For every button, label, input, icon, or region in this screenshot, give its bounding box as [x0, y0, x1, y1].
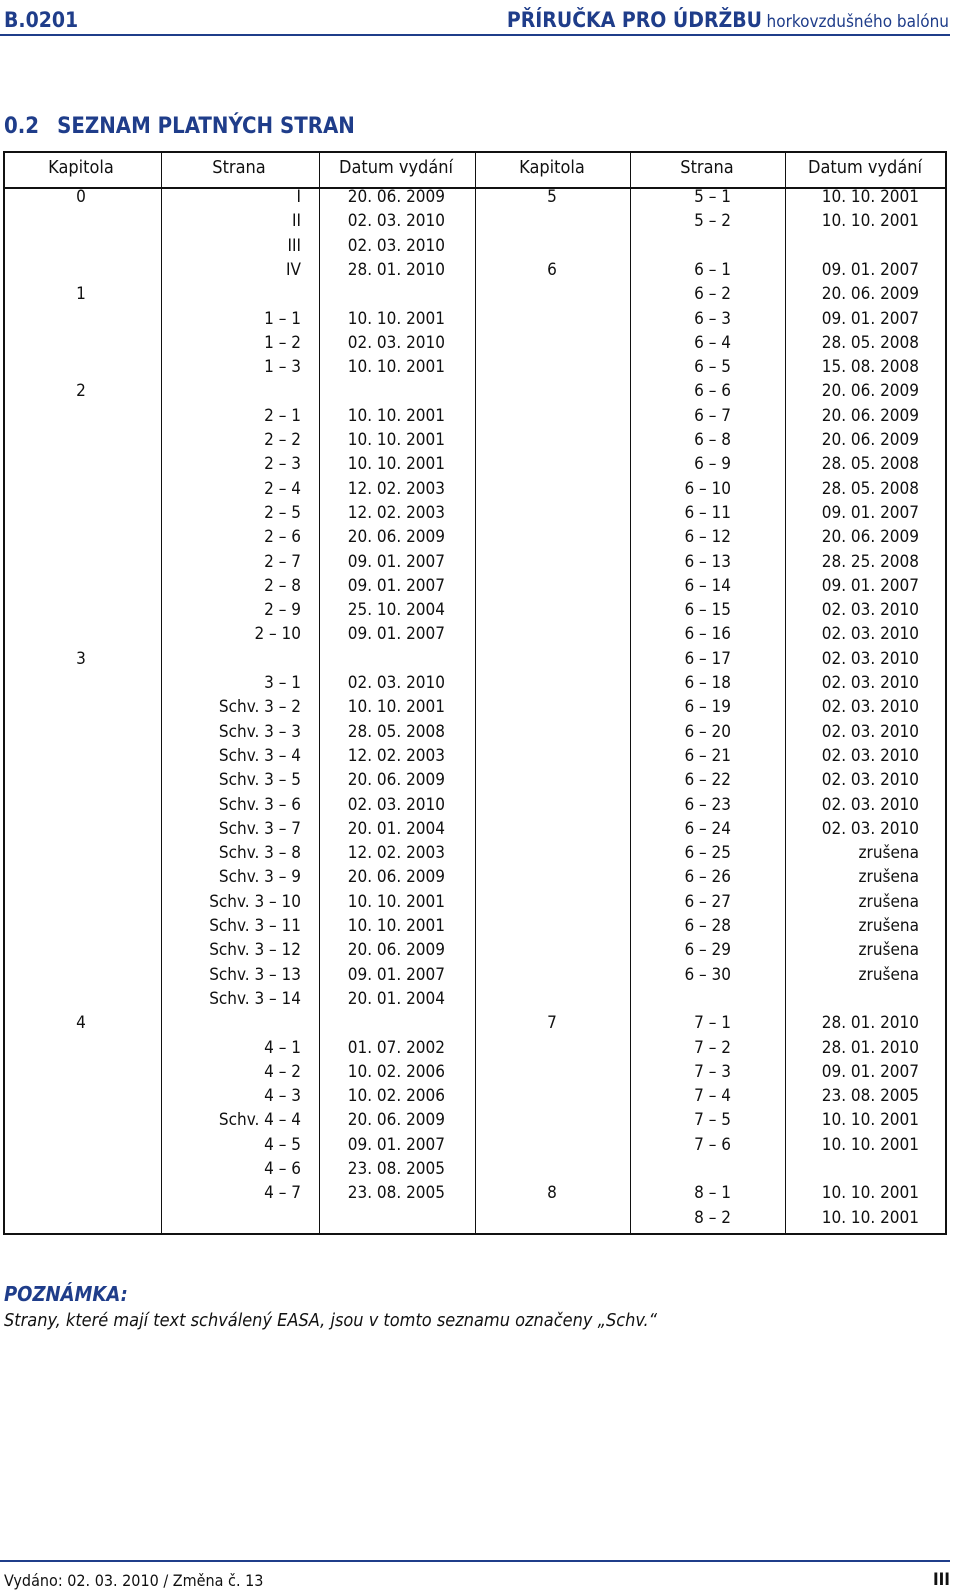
document-id: B.0201: [4, 8, 79, 32]
left-date-cell: 09. 01. 2007: [347, 575, 445, 596]
left-date-cell: 09. 01. 2007: [347, 1134, 445, 1155]
right-date-cell: 20. 06. 2009: [821, 527, 919, 548]
right-date-cell: 28. 05. 2008: [821, 332, 919, 353]
right-date-cell: 02. 03. 2010: [821, 794, 919, 815]
column-header: Datum vydání: [807, 157, 923, 178]
left-page-cell: 2 – 4: [264, 478, 301, 499]
left-date-cell: 02. 03. 2010: [347, 235, 445, 256]
right-page-cell: 6 – 5: [694, 357, 731, 378]
left-date-cell: 02. 03. 2010: [347, 211, 445, 232]
left-date-cell: 12. 02. 2003: [347, 478, 445, 499]
section-title-text: SEZNAM PLATNÝCH STRAN: [57, 114, 355, 139]
right-date-cell: zrušena: [858, 843, 919, 864]
column-header: Kapitola: [519, 157, 585, 178]
right-date-cell: 10. 10. 2001: [821, 1183, 919, 1204]
left-date-cell: 23. 08. 2005: [347, 1183, 445, 1204]
left-date-cell: 12. 02. 2003: [347, 502, 445, 523]
manual-subtitle: horkovzdušného balónu: [766, 12, 949, 32]
right-page-cell: 6 – 15: [684, 600, 731, 621]
right-page-cell: 6 – 10: [684, 478, 731, 499]
right-date-cell: 10. 10. 2001: [821, 1134, 919, 1155]
right-page-cell: 8 – 2: [694, 1207, 731, 1228]
left-date-cell: 10. 10. 2001: [347, 697, 445, 718]
left-date-cell: 10. 02. 2006: [347, 1086, 445, 1107]
valid-pages-table: [3, 151, 947, 1235]
right-date-cell: 02. 03. 2010: [821, 770, 919, 791]
left-page-cell: 4 – 3: [264, 1086, 301, 1107]
footer-page-number: III: [932, 1570, 950, 1590]
right-date-cell: 23. 08. 2005: [821, 1086, 919, 1107]
left-date-cell: 20. 06. 2009: [347, 527, 445, 548]
right-date-cell: 02. 03. 2010: [821, 745, 919, 766]
right-date-cell: 28. 01. 2010: [821, 1037, 919, 1058]
right-page-cell: 7 – 5: [694, 1110, 731, 1131]
left-page-cell: Schv. 3 – 13: [209, 964, 301, 985]
right-page-cell: 6 – 4: [694, 332, 731, 353]
right-page-cell: 6 – 12: [684, 527, 731, 548]
right-date-cell: 10. 10. 2001: [821, 187, 919, 207]
left-date-cell: 12. 02. 2003: [347, 843, 445, 864]
right-date-cell: zrušena: [858, 964, 919, 985]
left-date-cell: 20. 01. 2004: [347, 818, 445, 839]
left-page-cell: Schv. 4 – 4: [218, 1110, 301, 1131]
right-date-cell: zrušena: [858, 940, 919, 961]
right-chapter-cell: 8: [547, 1183, 557, 1204]
left-chapter-cell: 1: [76, 284, 86, 305]
right-page-cell: 6 – 27: [684, 891, 731, 912]
left-date-cell: 23. 08. 2005: [347, 1159, 445, 1179]
left-page-cell: 2 – 2: [264, 430, 301, 450]
column-header: Strana: [212, 157, 266, 178]
right-page-cell: 6 – 24: [684, 818, 731, 839]
right-date-cell: 28. 05. 2008: [821, 454, 919, 475]
left-date-cell: 20. 01. 2004: [347, 988, 445, 1009]
right-page-cell: 7 – 4: [694, 1086, 731, 1107]
left-page-cell: 4 – 5: [264, 1134, 301, 1155]
left-page-cell: Schv. 3 – 10: [209, 891, 301, 912]
right-date-cell: 09. 01. 2007: [821, 1061, 919, 1082]
right-page-cell: 6 – 9: [694, 454, 731, 475]
left-date-cell: 20. 06. 2009: [347, 1110, 445, 1131]
left-page-cell: 4 – 1: [264, 1037, 301, 1058]
right-page-cell: 6 – 23: [684, 794, 731, 815]
left-page-cell: 1 – 3: [264, 357, 301, 378]
right-page-cell: 6 – 14: [684, 575, 731, 596]
column-divider: [475, 153, 476, 1233]
header-title-group: [507, 8, 949, 32]
left-page-cell: 2 – 5: [264, 502, 301, 523]
left-date-cell: 12. 02. 2003: [347, 745, 445, 766]
left-date-cell: 02. 03. 2010: [347, 794, 445, 815]
right-page-cell: 6 – 8: [694, 430, 731, 450]
right-page-cell: 7 – 6: [694, 1134, 731, 1155]
left-page-cell: Schv. 3 – 5: [218, 770, 301, 791]
left-date-cell: 10. 10. 2001: [347, 430, 445, 450]
right-page-cell: 7 – 3: [694, 1061, 731, 1082]
left-page-cell: 1 – 2: [264, 332, 301, 353]
right-page-cell: 5 – 1: [694, 187, 731, 207]
left-date-cell: 20. 06. 2009: [347, 770, 445, 791]
right-date-cell: 10. 10. 2001: [821, 211, 919, 232]
left-chapter-cell: 4: [76, 1013, 86, 1034]
left-date-cell: 09. 01. 2007: [347, 551, 445, 572]
right-chapter-cell: 7: [547, 1013, 557, 1034]
left-date-cell: 02. 03. 2010: [347, 673, 445, 693]
section-number: 0.2: [4, 114, 40, 139]
right-date-cell: 02. 03. 2010: [821, 648, 919, 669]
left-page-cell: IV: [286, 259, 301, 280]
right-date-cell: 02. 03. 2010: [821, 721, 919, 742]
left-date-cell: 10. 10. 2001: [347, 357, 445, 378]
right-page-cell: 6 – 7: [694, 405, 731, 426]
right-date-cell: 28. 01. 2010: [821, 1013, 919, 1034]
left-date-cell: 10. 02. 2006: [347, 1061, 445, 1082]
section-title: [4, 114, 355, 139]
right-page-cell: 6 – 6: [694, 381, 731, 402]
right-date-cell: 15. 08. 2008: [821, 357, 919, 378]
right-page-cell: 6 – 28: [684, 916, 731, 936]
left-page-cell: Schv. 3 – 12: [209, 940, 301, 961]
right-date-cell: 10. 10. 2001: [821, 1207, 919, 1228]
left-date-cell: 28. 05. 2008: [347, 721, 445, 742]
left-date-cell: 10. 10. 2001: [347, 405, 445, 426]
right-date-cell: 10. 10. 2001: [821, 1110, 919, 1131]
right-page-cell: 6 – 13: [684, 551, 731, 572]
left-date-cell: 20. 06. 2009: [347, 187, 445, 207]
left-chapter-cell: 0: [76, 187, 86, 207]
left-date-cell: 10. 10. 2001: [347, 454, 445, 475]
right-page-cell: 6 – 26: [684, 867, 731, 888]
right-date-cell: zrušena: [858, 891, 919, 912]
left-date-cell: 09. 01. 2007: [347, 964, 445, 985]
right-page-cell: 6 – 25: [684, 843, 731, 864]
left-page-cell: 2 – 3: [264, 454, 301, 475]
left-date-cell: 10. 10. 2001: [347, 308, 445, 329]
right-page-cell: 6 – 22: [684, 770, 731, 791]
right-date-cell: zrušena: [858, 867, 919, 888]
left-page-cell: Schv. 3 – 14: [209, 988, 301, 1009]
page-header: [0, 6, 949, 34]
right-page-cell: 8 – 1: [694, 1183, 731, 1204]
left-page-cell: Schv. 3 – 7: [218, 818, 301, 839]
left-page-cell: 2 – 9: [264, 600, 301, 621]
column-header: Strana: [680, 157, 734, 178]
right-page-cell: 5 – 2: [694, 211, 731, 232]
right-page-cell: 6 – 1: [694, 259, 731, 280]
left-page-cell: 4 – 6: [264, 1159, 301, 1179]
left-page-cell: Schv. 3 – 6: [218, 794, 301, 815]
right-date-cell: 02. 03. 2010: [821, 624, 919, 645]
right-page-cell: 6 – 30: [684, 964, 731, 985]
right-page-cell: 6 – 19: [684, 697, 731, 718]
left-page-cell: Schv. 3 – 8: [218, 843, 301, 864]
right-date-cell: 02. 03. 2010: [821, 600, 919, 621]
right-page-cell: 6 – 17: [684, 648, 731, 669]
right-page-cell: 7 – 1: [694, 1013, 731, 1034]
right-chapter-cell: 5: [547, 187, 557, 207]
right-date-cell: 28. 05. 2008: [821, 478, 919, 499]
right-date-cell: 09. 01. 2007: [821, 308, 919, 329]
right-date-cell: 02. 03. 2010: [821, 697, 919, 718]
left-page-cell: 2 – 6: [264, 527, 301, 548]
note-title: POZNÁMKA:: [4, 1282, 128, 1306]
footer-rule: [0, 1560, 950, 1562]
left-date-cell: 20. 06. 2009: [347, 940, 445, 961]
right-page-cell: 6 – 2: [694, 284, 731, 305]
left-date-cell: 25. 10. 2004: [347, 600, 445, 621]
right-date-cell: 09. 01. 2007: [821, 575, 919, 596]
left-page-cell: I: [296, 187, 301, 207]
right-date-cell: 20. 06. 2009: [821, 381, 919, 402]
left-chapter-cell: 3: [76, 648, 86, 669]
right-page-cell: 6 – 29: [684, 940, 731, 961]
right-date-cell: 20. 06. 2009: [821, 284, 919, 305]
left-page-cell: 4 – 2: [264, 1061, 301, 1082]
right-date-cell: 20. 06. 2009: [821, 430, 919, 450]
left-date-cell: 10. 10. 2001: [347, 891, 445, 912]
right-date-cell: 09. 01. 2007: [821, 502, 919, 523]
left-date-cell: 28. 01. 2010: [347, 259, 445, 280]
left-page-cell: 4 – 7: [264, 1183, 301, 1204]
left-page-cell: 2 – 8: [264, 575, 301, 596]
right-date-cell: 20. 06. 2009: [821, 405, 919, 426]
left-page-cell: 3 – 1: [264, 673, 301, 693]
left-page-cell: II: [291, 211, 301, 232]
left-page-cell: Schv. 3 – 9: [218, 867, 301, 888]
header-rule: [0, 34, 950, 36]
right-date-cell: 09. 01. 2007: [821, 259, 919, 280]
left-page-cell: III: [287, 235, 301, 256]
left-page-cell: Schv. 3 – 2: [218, 697, 301, 718]
column-header: Datum vydání: [338, 157, 454, 178]
right-date-cell: 02. 03. 2010: [821, 818, 919, 839]
left-page-cell: Schv. 3 – 4: [218, 745, 301, 766]
left-page-cell: 2 – 7: [264, 551, 301, 572]
left-date-cell: 10. 10. 2001: [347, 916, 445, 936]
right-page-cell: 7 – 2: [694, 1037, 731, 1058]
left-page-cell: 2 – 10: [254, 624, 301, 645]
left-date-cell: 09. 01. 2007: [347, 624, 445, 645]
right-date-cell: zrušena: [858, 916, 919, 936]
left-page-cell: Schv. 3 – 11: [209, 916, 301, 936]
left-page-cell: 1 – 1: [264, 308, 301, 329]
right-page-cell: 6 – 18: [684, 673, 731, 693]
right-date-cell: 28. 25. 2008: [821, 551, 919, 572]
note-text: Strany, které mají text schválený EASA, jsou v tomto seznamu označeny „Schv.“: [4, 1310, 658, 1331]
left-page-cell: 2 – 1: [264, 405, 301, 426]
left-chapter-cell: 2: [76, 381, 86, 402]
left-date-cell: 01. 07. 2002: [347, 1037, 445, 1058]
left-page-cell: Schv. 3 – 3: [218, 721, 301, 742]
footer-issued: Vydáno: 02. 03. 2010 / Změna č. 13: [4, 1571, 264, 1590]
left-date-cell: 20. 06. 2009: [347, 867, 445, 888]
right-chapter-cell: 6: [547, 259, 557, 280]
manual-title: PŘÍRUČKA PRO ÚDRŽBU: [506, 8, 762, 32]
right-date-cell: 02. 03. 2010: [821, 673, 919, 693]
right-page-cell: 6 – 21: [684, 745, 731, 766]
right-page-cell: 6 – 16: [684, 624, 731, 645]
right-page-cell: 6 – 20: [684, 721, 731, 742]
column-header: Kapitola: [48, 157, 114, 178]
right-page-cell: 6 – 11: [684, 502, 731, 523]
right-page-cell: 6 – 3: [694, 308, 731, 329]
left-date-cell: 02. 03. 2010: [347, 332, 445, 353]
